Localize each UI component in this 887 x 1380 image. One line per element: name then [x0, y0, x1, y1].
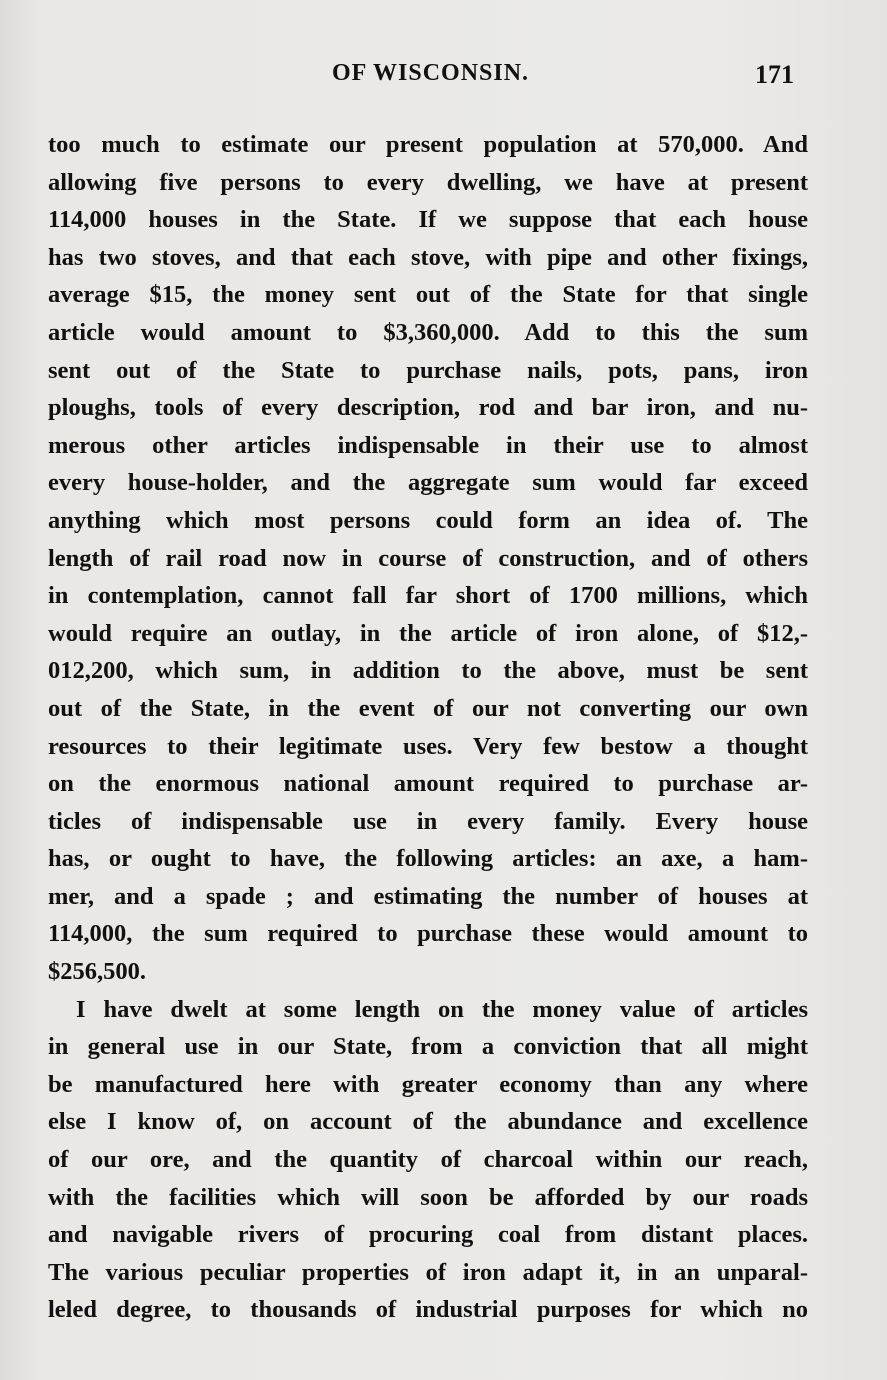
text-line: too much to estimate our present population at 570,000. And [48, 131, 808, 158]
running-head [0, 60, 887, 100]
text-line: would require an outlay, in the article of iron alone, of $12,- [48, 619, 808, 647]
text-line: allowing five persons to every dwelling, we have at present [48, 168, 808, 196]
text-line: out of the State, in the event of our not converting our own [48, 694, 808, 722]
text-line: has, or ought to have, the following articles: an axe, a ham- [48, 845, 808, 873]
page-number: 171 [755, 60, 794, 89]
text-line: average $15, the money sent out of the State for that single [48, 281, 808, 309]
text-line: mer, and a spade ; and estimating the number of houses at [48, 882, 808, 910]
text-line: ploughs, tools of every description, rod and bar iron, and nu- [48, 394, 808, 422]
text-line: article would amount to $3,360,000. Add to this the sum [48, 318, 808, 346]
text-line: has two stoves, and that each stove, with pipe and other fixings, [48, 243, 808, 271]
body-text [48, 126, 808, 1329]
text-line: anything which most persons could form an idea of. The [48, 506, 808, 534]
text-line: The various peculiar properties of iron adapt it, in an unparal- [48, 1258, 808, 1286]
text-line: 012,200, which sum, in addition to the above, must be sent [48, 657, 808, 685]
text-line: and navigable rivers of procuring coal from distant places. [48, 1221, 808, 1249]
text-line: sent out of the State to purchase nails, pots, pans, iron [48, 356, 808, 384]
text-line: 114,000 houses in the State. If we suppose that each house [48, 206, 808, 234]
text-line: in contemplation, cannot fall far short of 1700 millions, which [48, 582, 808, 610]
text-line: merous other articles indispensable in their use to almost [48, 431, 808, 459]
text-line: leled degree, to thousands of industrial purposes for which no [48, 1296, 808, 1324]
text-line: ticles of indispensable use in every family. Every house [48, 807, 808, 835]
running-title: OF WISCONSIN. [332, 60, 530, 86]
text-line: resources to their legitimate uses. Very few bestow a thought [48, 732, 808, 760]
text-line: on the enormous national amount required to purchase ar- [48, 770, 808, 798]
text-line: in general use in our State, from a conviction that all might [48, 1033, 808, 1061]
paragraph-end-line: $256,500. [48, 958, 146, 986]
text-line: 114,000, the sum required to purchase these would amount to [48, 920, 808, 948]
paragraph-start-line: I have dwelt at some length on the money value of articles [76, 995, 808, 1023]
text-line: every house-holder, and the aggregate sum would far exceed [48, 469, 808, 497]
text-line: length of rail road now in course of construction, and of others [48, 544, 808, 572]
text-line: with the facilities which will soon be afforded by our roads [48, 1183, 808, 1211]
text-line: else I know of, on account of the abundance and excellence [48, 1108, 808, 1136]
text-line: be manufactured here with greater economy than any where [48, 1070, 808, 1098]
text-line: of our ore, and the quantity of charcoal within our reach, [48, 1146, 808, 1174]
